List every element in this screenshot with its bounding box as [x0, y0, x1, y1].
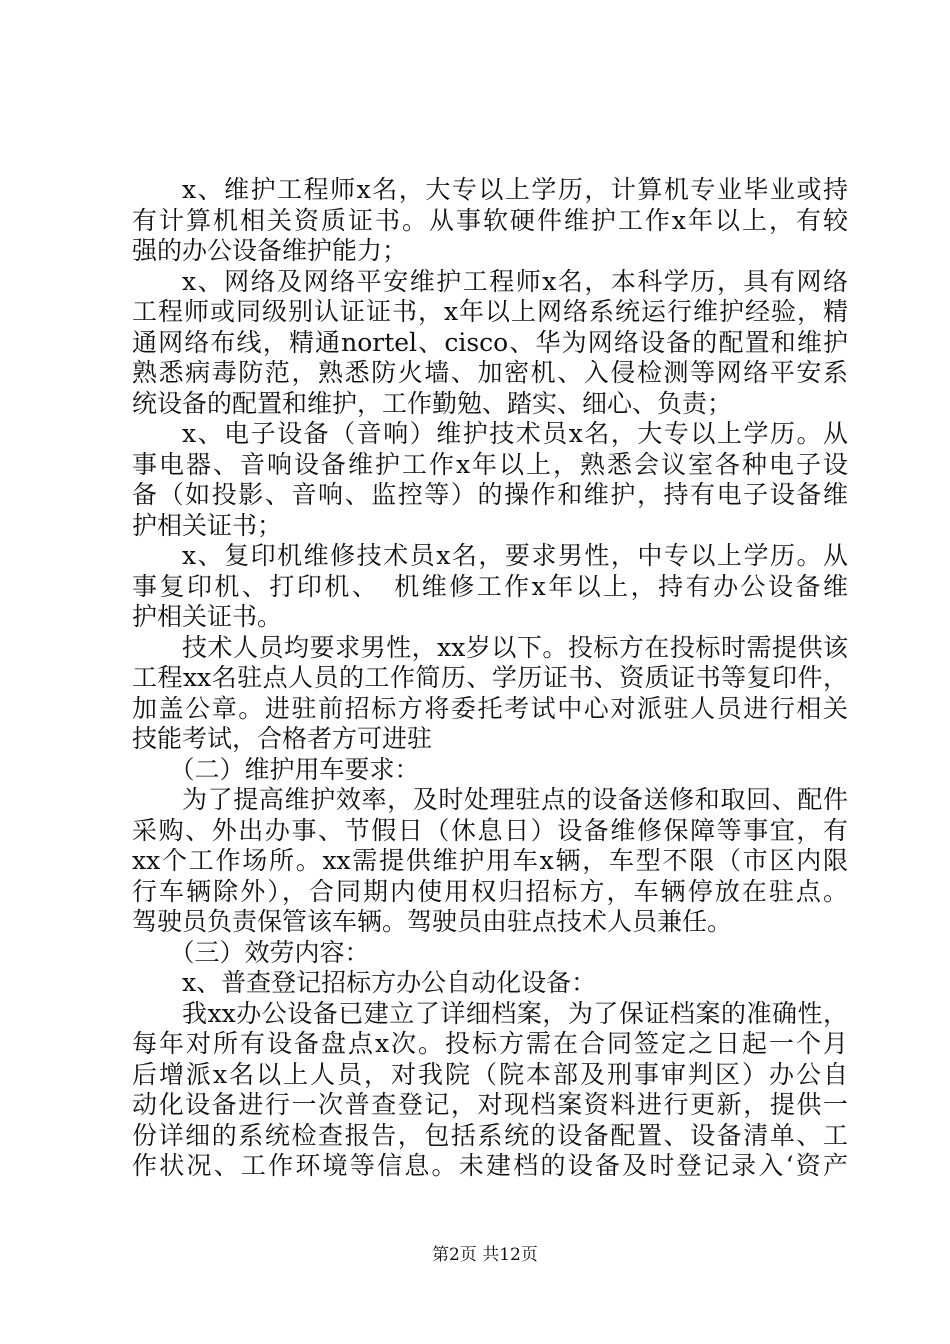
text-line: x、电子设备（音响）维护技术员x名，大专以上学历。从 — [182, 419, 848, 448]
text-line: 我xx办公设备已建立了详细档案，为了保证档案的准确性， — [182, 998, 848, 1028]
section-heading: （二）维护用车要求： — [169, 754, 420, 784]
text-line: 事电器、音响设备维护工作x年以上，熟悉会议室各种电子设 — [132, 449, 848, 479]
text-line: 工程师或同级别认证证书，x年以上网络系统运行维护经验，精 — [132, 297, 848, 326]
text-line: 有计算机相关资质证书。从事软硬件维护工作x年以上，有较 — [132, 205, 848, 235]
text-line: 工程xx名驻点人员的工作简历、学历证书、资质证书等复印件， — [132, 663, 848, 692]
section-heading: （三）效劳内容： — [169, 937, 370, 967]
text-line: 加盖公章。进驻前招标方将委托考试中心对派驻人员进行相关 — [132, 693, 848, 723]
text-line: xx个工作场所。xx需提供维护用车x辆，车型不限（市区内限 — [132, 846, 848, 875]
document-body — [132, 175, 848, 1182]
text-line: 作状况、工作环境等信息。未建档的设备及时登记录入‘资产 — [132, 1151, 848, 1180]
text-line: 通网络布线，精通nortel、cisco、华为网络设备的配置和维护 — [132, 327, 848, 357]
text-line: 强的办公设备维护能力； — [132, 236, 408, 265]
text-line: 护相关证书； — [132, 510, 283, 540]
text-line: 技能考试，合格者方可进驻 — [132, 724, 433, 753]
text-line: x、复印机维修技术员x名，要求男性，中专以上学历。从 — [182, 541, 848, 570]
text-line: 份详细的系统检查报告，包括系统的设备配置、设备清单、工 — [132, 1120, 848, 1150]
text-line: x、维护工程师x名，大专以上学历，计算机专业毕业或持 — [182, 175, 848, 204]
text-line: 为了提高维护效率，及时处理驻点的设备送修和取回、配件 — [182, 785, 848, 814]
text-line: 每年对所有设备盘点x次。投标方需在合同签定之日起一个月 — [132, 1029, 848, 1058]
text-line: 事复印机、打印机、 机维修工作x年以上，持有办公设备维 — [132, 571, 848, 601]
text-line: x、普查登记招标方办公自动化设备： — [182, 968, 597, 997]
page-number-footer: 第2页 共12页 — [432, 1245, 538, 1265]
text-line: 技术人员均要求男性，xx岁以下。投标方在投标时需提供该 — [182, 632, 848, 662]
text-line: 后增派x名以上人员，对我院（院本部及刑事审判区）办公自 — [132, 1059, 848, 1089]
text-line: 护相关证书。 — [132, 602, 283, 631]
text-line: 备（如投影、音响、监控等）的操作和维护，持有电子设备维 — [132, 480, 848, 509]
text-line: 熟悉病毒防范，熟悉防火墙、加密机、入侵检测等网络平安系 — [132, 358, 848, 387]
text-line: x、网络及网络平安维护工程师x名，本科学历，具有网络 — [182, 266, 848, 296]
text-line: 统设备的配置和维护，工作勤勉、踏实、细心、负责； — [132, 388, 733, 418]
text-line: 采购、外出办事、节假日（休息日）设备维修保障等事宜，有 — [132, 815, 848, 845]
text-line: 行车辆除外），合同期内使用权归招标方，车辆停放在驻点。 — [132, 876, 848, 906]
text-line: 驾驶员负责保管该车辆。驾驶员由驻点技术人员兼任。 — [132, 907, 733, 936]
text-line: 动化设备进行一次普查登记，对现档案资料进行更新，提供一 — [132, 1090, 848, 1119]
